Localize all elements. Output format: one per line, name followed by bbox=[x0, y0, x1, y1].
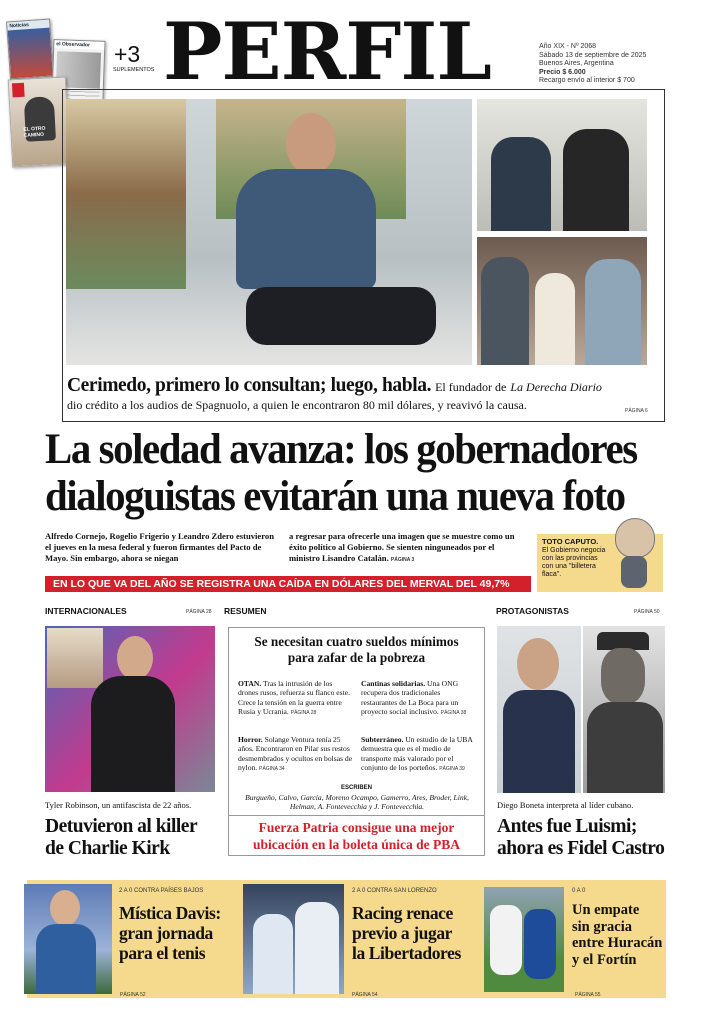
sports-photo-huracan bbox=[484, 887, 564, 992]
person-figure bbox=[535, 273, 575, 365]
thumb-title: EL OTRO CAMINO bbox=[23, 125, 46, 139]
headline-line: Un empate bbox=[572, 902, 640, 918]
person-head bbox=[117, 636, 153, 680]
red-line: Fuerza Patria consigue una mejor bbox=[258, 820, 455, 835]
caricature-body bbox=[621, 556, 647, 588]
main-headline-line2: dialoguistas evitarán una nueva foto bbox=[45, 473, 625, 520]
headline-line: Detuvieron al killer bbox=[45, 816, 198, 837]
issue-date: Sábado 13 de septiembre de 2025 bbox=[539, 51, 647, 59]
red-line: ubicación en la boleta única de PBA bbox=[252, 836, 460, 852]
brief-lead: Subterráneo. bbox=[361, 735, 404, 744]
internacionales-headline[interactable] bbox=[45, 816, 225, 860]
player-figure bbox=[253, 914, 293, 994]
main-headline-line1: La soledad avanza: los gobernadores bbox=[45, 426, 637, 473]
resumen-title-line: Se necesitan cuatro sueldos mínimos bbox=[254, 634, 459, 649]
window-view bbox=[66, 99, 186, 289]
escriben-label: ESCRIBEN bbox=[340, 785, 372, 791]
person-head bbox=[50, 890, 80, 926]
resumen-brief-subte[interactable] bbox=[361, 735, 477, 775]
brief-text: Tras la intrusión de los drones rusos, refuerza su flanco este. Crece la tensión en la guerra entre Rusia y Ucrania. bbox=[238, 679, 350, 717]
person-shirt bbox=[91, 676, 175, 792]
top-story-lead-italic: La Derecha Diario bbox=[510, 380, 602, 394]
brief-page: PÁGINA 38 bbox=[440, 710, 467, 717]
caricature bbox=[611, 518, 657, 590]
person-shirt bbox=[236, 169, 376, 289]
sports-3-page: PÁGINA 55 bbox=[575, 992, 601, 998]
person-figure bbox=[491, 137, 551, 231]
issue-number: Año XIX - Nº 2068 bbox=[539, 43, 597, 50]
issue-surcharge: Recargo envío al interior $ 700 bbox=[539, 77, 635, 84]
supplement-thumb-fontevecchia[interactable] bbox=[8, 77, 71, 168]
brief-page: PÁGINA 34 bbox=[259, 766, 285, 773]
main-col2-text: a regresar para ofrecerle una imagen que se muestre como un éxito político al Gobierno. Se sienten ninguneados por el ministro Lisandro Catalán. bbox=[289, 531, 515, 563]
sports-1-page: PÁGINA 52 bbox=[120, 992, 146, 998]
internacionales-photo bbox=[45, 626, 215, 792]
caricature-head bbox=[615, 518, 655, 558]
issue-price: Precio $ 6.000 bbox=[539, 68, 586, 76]
headline-line: gran jornada bbox=[119, 923, 213, 943]
top-story-text bbox=[67, 375, 663, 413]
masthead-logo[interactable]: PERFIL bbox=[163, 5, 491, 98]
brief-lead: Cantinas solidarias. bbox=[361, 679, 426, 688]
player-figure bbox=[490, 905, 522, 975]
toto-title: TOTO CAPUTO. bbox=[542, 537, 599, 546]
headline-line: de Charlie Kirk bbox=[45, 838, 170, 859]
sports-photo-racing bbox=[243, 884, 344, 994]
thumb-title: Noticias bbox=[7, 20, 49, 31]
brief-text: Una ONG recupera dos tradicionales restaurantes de La Boca para un proyecto social inclusivo. bbox=[361, 679, 459, 717]
sports-2-kicker: 2 A 0 CONTRA SAN LORENZO bbox=[352, 888, 437, 894]
thumb-title: el Observador bbox=[54, 40, 104, 50]
brief-lead: OTAN. bbox=[238, 679, 262, 688]
top-story-page: PÁGINA 6 bbox=[625, 408, 648, 414]
sports-photo-davis bbox=[24, 884, 112, 994]
internacionales-caption: Tyler Robinson, un antifascista de 22 años. bbox=[45, 800, 192, 810]
resumen-brief-otan[interactable] bbox=[238, 679, 354, 719]
headline-line: para el tenis bbox=[119, 943, 206, 963]
brief-lead: Horror. bbox=[238, 735, 263, 744]
headline-line: y el Fortín bbox=[572, 951, 637, 968]
sports-3-headline[interactable] bbox=[572, 902, 667, 968]
headline-line: Racing renace bbox=[352, 903, 453, 923]
person-shirt bbox=[36, 924, 96, 994]
writers-list: Burgueño, Calvo, García, Moreno Ocampo, Gamerro, Ares, Broder, Link, Helman, A. Fontevecchia y J. Fontevecchia. bbox=[245, 793, 469, 811]
person-figure bbox=[563, 129, 629, 231]
top-story-main-photo bbox=[66, 99, 472, 365]
headline-line: ahora es Fidel Castro bbox=[497, 838, 665, 859]
thumb-image bbox=[8, 28, 53, 79]
top-story-lead-b: dio crédito a los audios de Spagnuolo, a quien le encontraron 80 mil dólares, y reavivó la causa. bbox=[67, 398, 527, 412]
main-headline[interactable] bbox=[45, 426, 644, 520]
toto-caputo-box[interactable] bbox=[537, 534, 663, 592]
supplements-label: SUPLEMENTOS bbox=[113, 67, 155, 73]
sports-2-headline[interactable] bbox=[352, 903, 482, 963]
resumen-brief-cantinas[interactable] bbox=[361, 679, 477, 719]
headline-line: Antes fue Luismi; bbox=[497, 816, 637, 837]
sports-2-page: PÁGINA 54 bbox=[352, 992, 378, 998]
section-internacionales[interactable]: INTERNACIONALES bbox=[45, 606, 127, 616]
person-body bbox=[587, 702, 663, 793]
resumen-title[interactable] bbox=[229, 628, 484, 665]
masthead-meta bbox=[539, 43, 699, 86]
player-figure bbox=[295, 902, 339, 994]
protagonistas-headline[interactable] bbox=[497, 816, 697, 860]
thumb-badge bbox=[12, 83, 25, 98]
top-story-headline[interactable]: Cerimedo, primero lo consultan; luego, habla. bbox=[67, 375, 432, 396]
thumb-cover bbox=[9, 78, 69, 167]
supplement-thumb-noticias[interactable] bbox=[6, 19, 54, 80]
protagonistas-photo-boneta bbox=[497, 626, 581, 793]
resumen-title-line: para zafar de la pobreza bbox=[287, 649, 426, 665]
brief-text: Un estudio de la UBA demuestra que es el medio de transporte más valorado por el conjunto de los porteños. bbox=[361, 735, 473, 773]
person-head bbox=[601, 648, 645, 704]
top-story-photo-right-2 bbox=[477, 237, 647, 365]
sports-3-kicker: 0 A 0 bbox=[572, 888, 586, 894]
protagonistas-photo-fidel bbox=[583, 626, 665, 793]
merval-red-bar[interactable]: EN LO QUE VA DEL AÑO SE REGISTRA UNA CAÍDA EN DÓLARES DEL MERVAL DEL 49,7% bbox=[45, 576, 531, 592]
headline-line: Mística Davis: bbox=[119, 903, 221, 923]
headline-line: previo a jugar bbox=[352, 923, 453, 943]
person-figure bbox=[585, 259, 641, 365]
person-head bbox=[517, 638, 559, 690]
toto-text: El Gobierno negocia con las provincias con una "billetera flaca". bbox=[542, 547, 606, 578]
person-legs bbox=[246, 287, 436, 345]
brief-page: PÁGINA 39 bbox=[439, 766, 465, 773]
top-story-lead-a: El fundador de bbox=[435, 380, 507, 394]
internacionales-page: PÁGINA 28 bbox=[186, 609, 212, 615]
headline-line: sin gracia bbox=[572, 918, 633, 935]
resumen-brief-horror[interactable] bbox=[238, 735, 354, 775]
main-col2 bbox=[289, 531, 527, 566]
inset-photo bbox=[47, 628, 103, 688]
protagonistas-caption: Diego Boneta interpreta al líder cubano. bbox=[497, 800, 634, 810]
supplements-count: +3 bbox=[114, 41, 141, 67]
protagonistas-page: PÁGINA 50 bbox=[634, 609, 660, 615]
person-figure bbox=[481, 257, 529, 365]
main-col2-page: PÁGINA 3 bbox=[390, 557, 415, 563]
sports-1-kicker: 2 A 0 CONTRA PAÍSES BAJOS bbox=[119, 888, 204, 894]
issue-city: Buenos Aires, Argentina bbox=[539, 60, 614, 67]
person-head bbox=[286, 113, 336, 175]
person-suit bbox=[503, 690, 575, 793]
top-story-photo-right-1 bbox=[477, 99, 647, 231]
player-figure bbox=[524, 909, 556, 979]
resumen-red-box[interactable] bbox=[229, 815, 484, 855]
headline-line: entre Huracán bbox=[572, 935, 663, 951]
brief-page: PÁGINA 28 bbox=[290, 710, 317, 717]
section-resumen[interactable]: RESUMEN bbox=[224, 606, 267, 616]
main-col1: Alfredo Cornejo, Rogelio Frigerio y Leandro Zdero estuvieron el jueves en la mesa federal y fueron firmantes del Pacto de Mayo. Sin embargo, ahora se niegan bbox=[45, 531, 274, 563]
sports-1-headline[interactable] bbox=[119, 903, 239, 963]
top-story-box[interactable] bbox=[62, 89, 665, 422]
resumen-box bbox=[228, 627, 485, 856]
brief-text: Solange Ventura tenía 25 años. Encontraron en Pilar sus restos desmembrados y ocultos en bolsas de nylon. bbox=[238, 735, 353, 773]
section-protagonistas[interactable]: PROTAGONISTAS bbox=[496, 606, 569, 616]
headline-line: la Libertadores bbox=[352, 943, 461, 963]
